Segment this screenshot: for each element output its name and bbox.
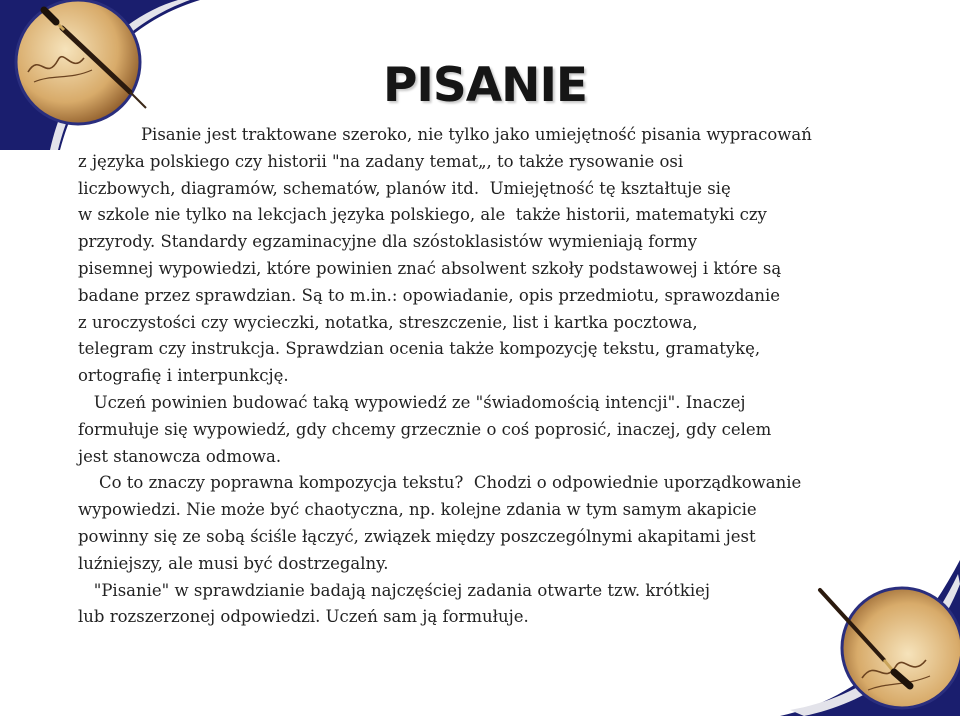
text-line: formułuje się wypowiedź, gdy chcemy grzecznie o coś poprosić, inaczej, gdy celem [78, 419, 772, 439]
text-line: w szkole nie tylko na lekcjach języka polskiego, ale także historii, matematyki czy [78, 205, 767, 225]
text-line: badane przez sprawdzian. Są to m.in.: opowiadanie, opis przedmiotu, sprawozdanie [78, 285, 781, 305]
text-line: z języka polskiego czy historii "na zadany temat„, to także rysowanie osi [78, 151, 684, 171]
body-text [78, 122, 868, 631]
text-line: liczbowych, diagramów, schematów, planów itd. Umiejętność tę kształtuje się [78, 178, 731, 198]
page-title: PISANIE [382, 58, 588, 113]
text-line: "Pisanie" w sprawdzianie badają najczęściej zadania otwarte tzw. krótkiej [78, 580, 710, 600]
text-line: telegram czy instrukcja. Sprawdzian ocenia także kompozycję tekstu, gramatykę, [78, 339, 761, 359]
text-line: powinny się ze sobą ściśle łączyć, związek między poszczególnymi akapitami jest [78, 526, 756, 546]
text-line: luźniejszy, ale musi być dostrzegalny. [78, 553, 389, 573]
text-line: lub rozszerzonej odpowiedzi. Uczeń sam ją formułuje. [78, 607, 529, 627]
text-line: Uczeń powinien budować taką wypowiedź ze "świadomością intencji". Inaczej [78, 392, 746, 412]
text-line: Co to znaczy poprawna kompozycja tekstu? Chodzi o odpowiednie uporządkowanie [78, 473, 802, 493]
text-line: jest stanowcza odmowa. [78, 446, 282, 466]
text-line: Pisanie jest traktowane szeroko, nie tylko jako umiejętność pisania wypracowań [78, 125, 812, 144]
text-line: z uroczystości czy wycieczki, notatka, streszczenie, list i kartka pocztowa, [78, 312, 698, 332]
text-line: ortografię i interpunkcję. [78, 366, 289, 386]
text-line: przyrody. Standardy egzaminacyjne dla szóstoklasistów wymieniają formy [78, 232, 698, 252]
text-line: pisemnej wypowiedzi, które powinien znać absolwent szkoły podstawowej i które są [78, 258, 782, 278]
text-line: wypowiedzi. Nie może być chaotyczna, np. kolejne zdania w tym samym akapicie [78, 500, 757, 520]
